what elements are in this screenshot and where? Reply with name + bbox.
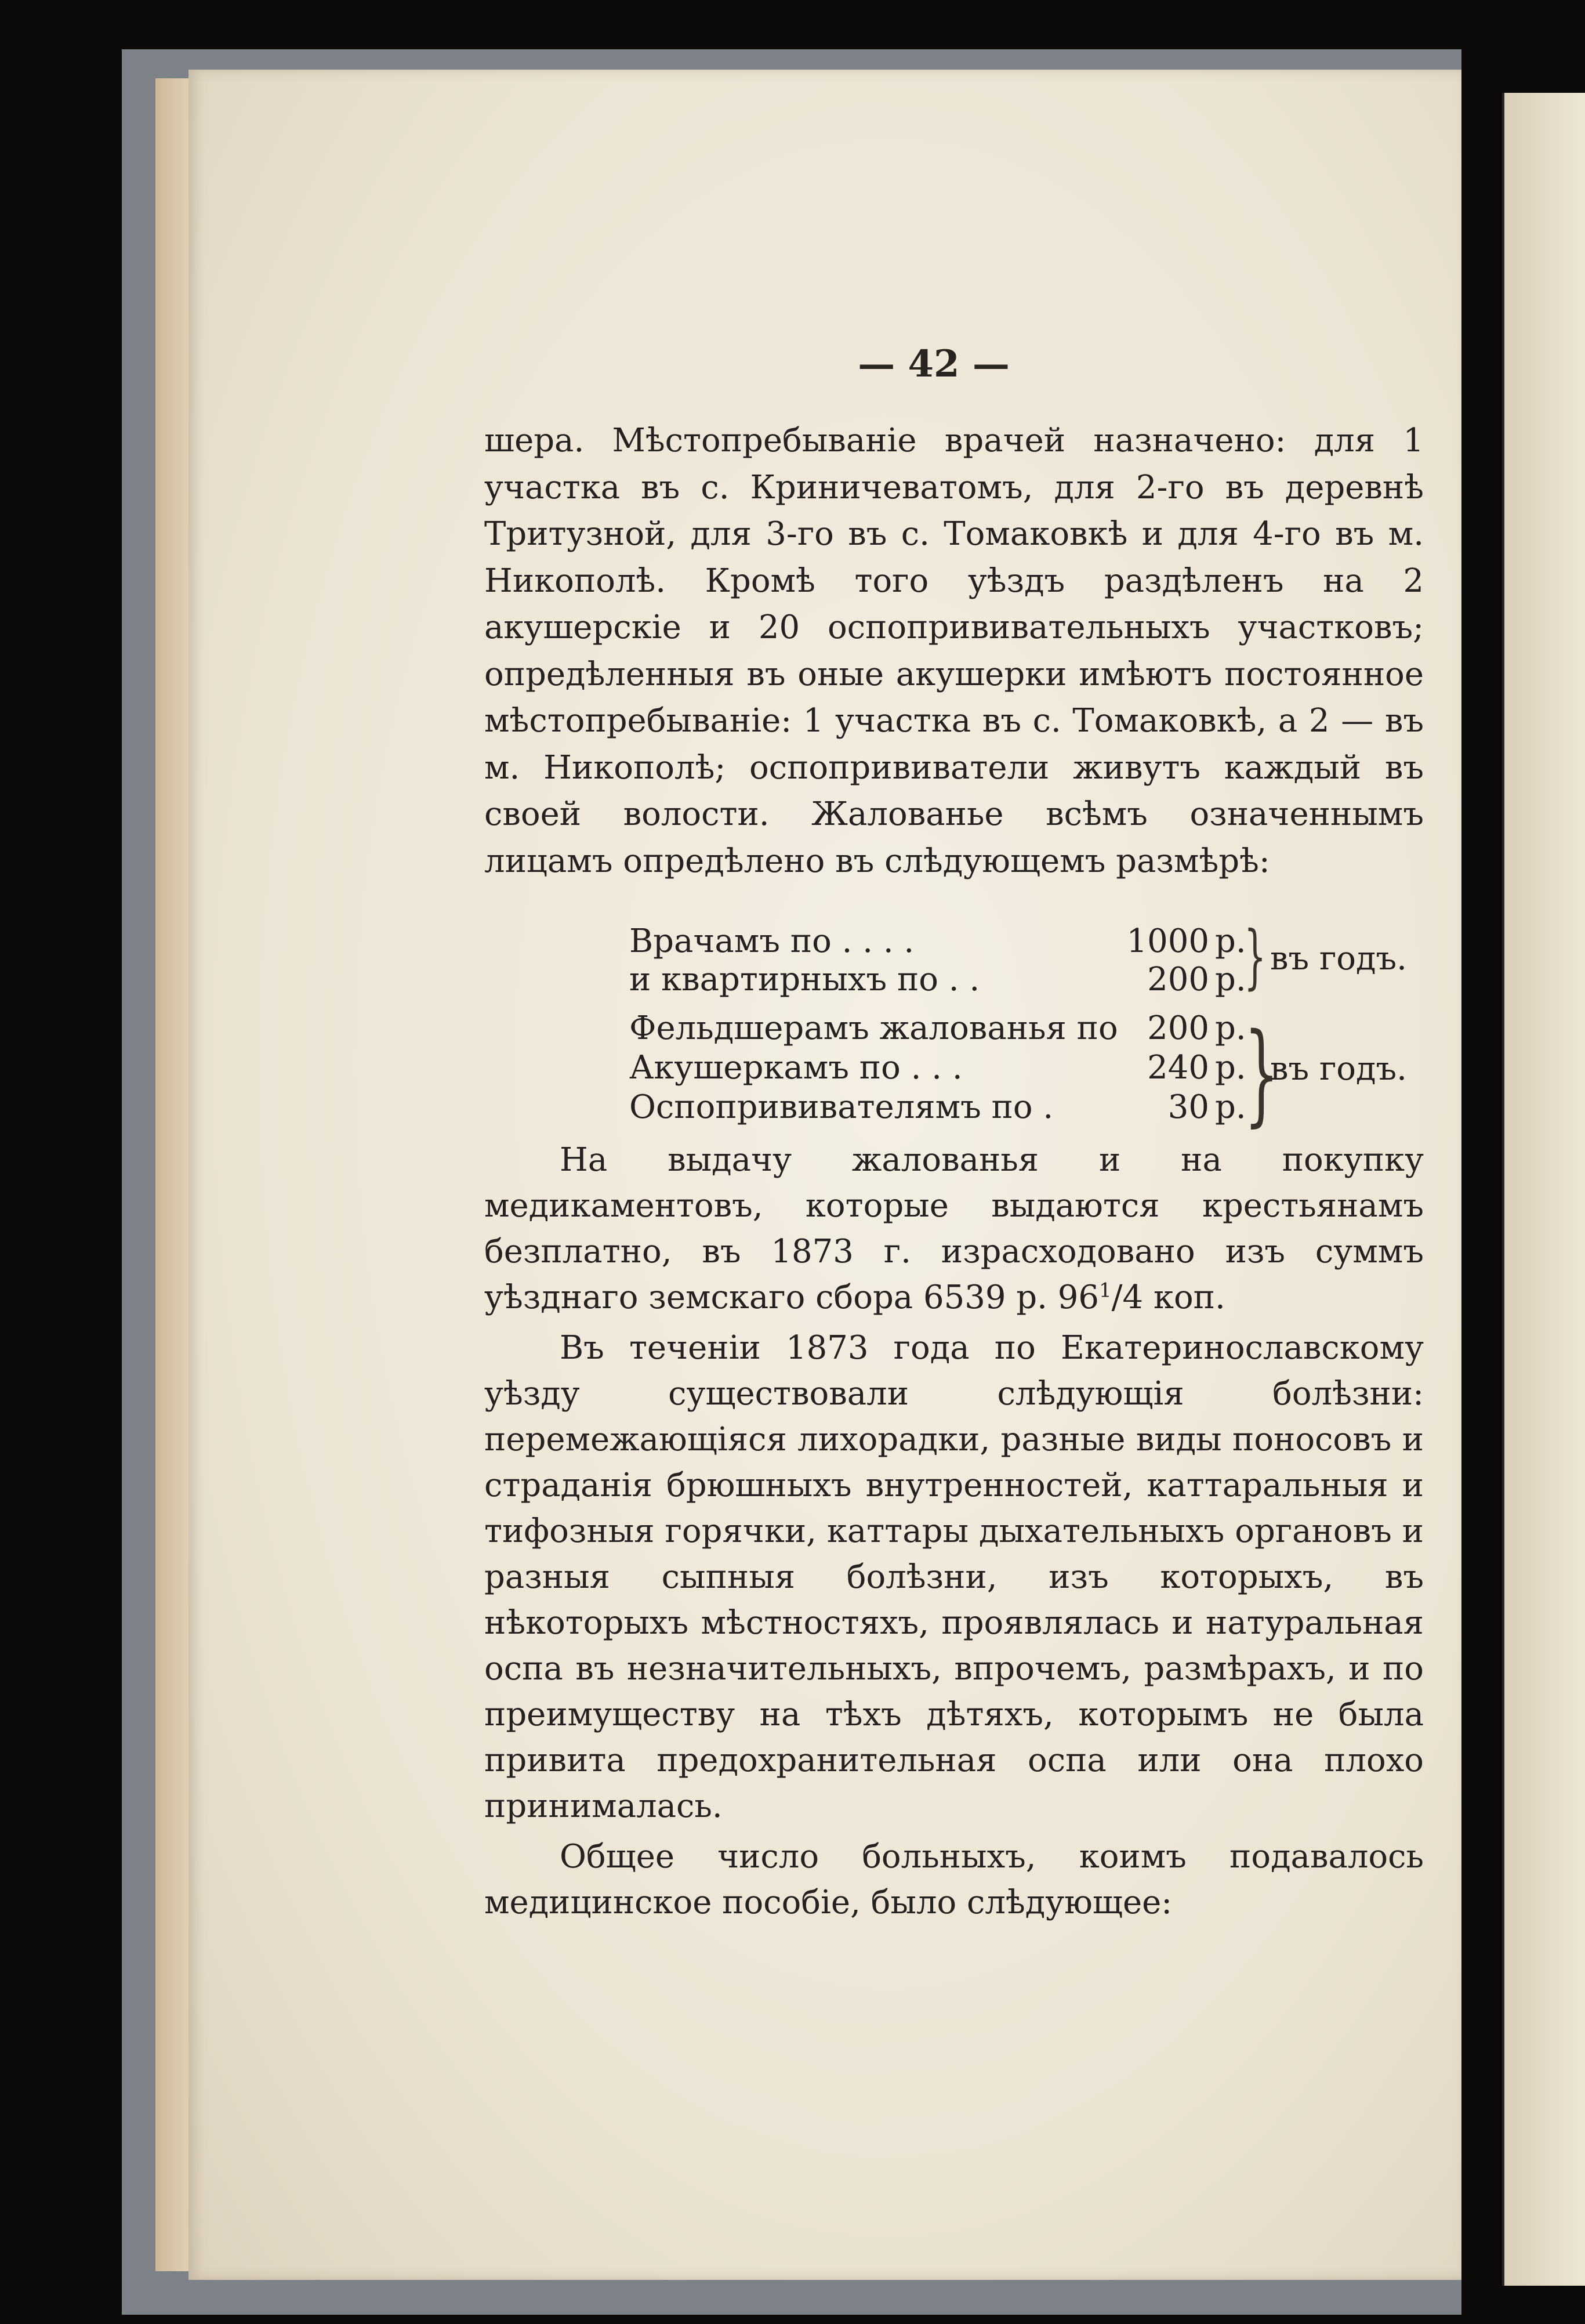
salary-amount: 30 <box>1167 1088 1209 1126</box>
brace: } <box>1244 1009 1279 1138</box>
salary-label: Врачамъ по . . . . <box>629 922 915 960</box>
salary-label: Акушеркамъ по . . . <box>629 1049 963 1087</box>
text-block-top <box>484 418 1424 885</box>
next-page-edge <box>1502 93 1585 2286</box>
salary-amount: 200 <box>1147 961 1209 998</box>
salary-amount: 240 <box>1147 1049 1209 1087</box>
paragraph-patients: Общее число больныхъ, коимъ подавалось медицинское пособіе, было слѣдующее: <box>484 1838 1424 1921</box>
fraction-denominator: /4 <box>1111 1279 1144 1316</box>
salary-unit: р. <box>1215 1049 1246 1087</box>
salary-unit: р. <box>1215 922 1246 960</box>
salary-unit: р. <box>1215 1088 1246 1126</box>
salary-unit: р. <box>1215 961 1246 998</box>
salary-amount: 1000 <box>1126 922 1209 960</box>
text-block-lower <box>484 1137 1424 1925</box>
salary-amount: 200 <box>1147 1009 1209 1047</box>
expense-text: На выдачу жалованья и на покупку медикаментовъ, которые выдаются крестьянамъ безплатно, въ 1873 г. израсходовано изъ суммъ уѣзднаго земскаго сбора 6539 р. 96 <box>484 1141 1424 1316</box>
expense-tail: коп. <box>1143 1279 1225 1316</box>
paragraph-expenses <box>484 1137 1424 1320</box>
paragraph-physicians-locations: шера. Мѣстопребываніе врачей назначено: для 1 участка въ с. Криничеватомъ, для 2-го въ деревнѣ Тритузной, для 3-го въ с. Томаковкѣ и для 4-го въ м. Никополѣ. Кромѣ того уѣздъ раздѣленъ на 2 акушерскіе и 20 оспопрививательныхъ участковъ; опредѣленныя въ оные акушерки имѣютъ постоянное мѣстопребываніе: 1 участка въ с. Томаковкѣ, а 2 — въ м. Никополѣ; оспопрививатели живутъ каждый въ своей волости. Жалованье всѣмъ означеннымъ лицамъ опредѣлено въ слѣдующемъ размѣрѣ: <box>484 422 1424 880</box>
per-year-label: въ годъ. <box>1270 940 1407 978</box>
page-number: — 42 — <box>858 342 1010 386</box>
salary-label: и квартирныхъ по . . <box>629 961 980 998</box>
salary-label: Фельдшерамъ жалованья по <box>629 1009 1118 1047</box>
per-year-label: въ годъ. <box>1270 1050 1407 1088</box>
salary-unit: р. <box>1215 1009 1246 1047</box>
brace: } <box>1244 917 1267 997</box>
salary-label: Оспопрививателямъ по . <box>629 1088 1054 1126</box>
fraction-numerator: 1 <box>1099 1279 1112 1302</box>
paragraph-diseases: Въ теченіи 1873 года по Екатеринославскому уѣзду существовали слѣдующія болѣзни: перемежающіяся лихорадки, разные виды поносовъ и страданія брюшныхъ внутренностей, каттаральныя и тифозныя горячки, каттары дыхательныхъ органовъ и разныя сыпныя болѣзни, изъ которыхъ, въ нѣкоторыхъ мѣстностяхъ, проявлялась и натуральная оспа въ незначительныхъ, впрочемъ, размѣрахъ, и по преимуществу на тѣхъ дѣтяхъ, которымъ не была привита предохранительная оспа или она плохо принималась. <box>484 1329 1424 1825</box>
